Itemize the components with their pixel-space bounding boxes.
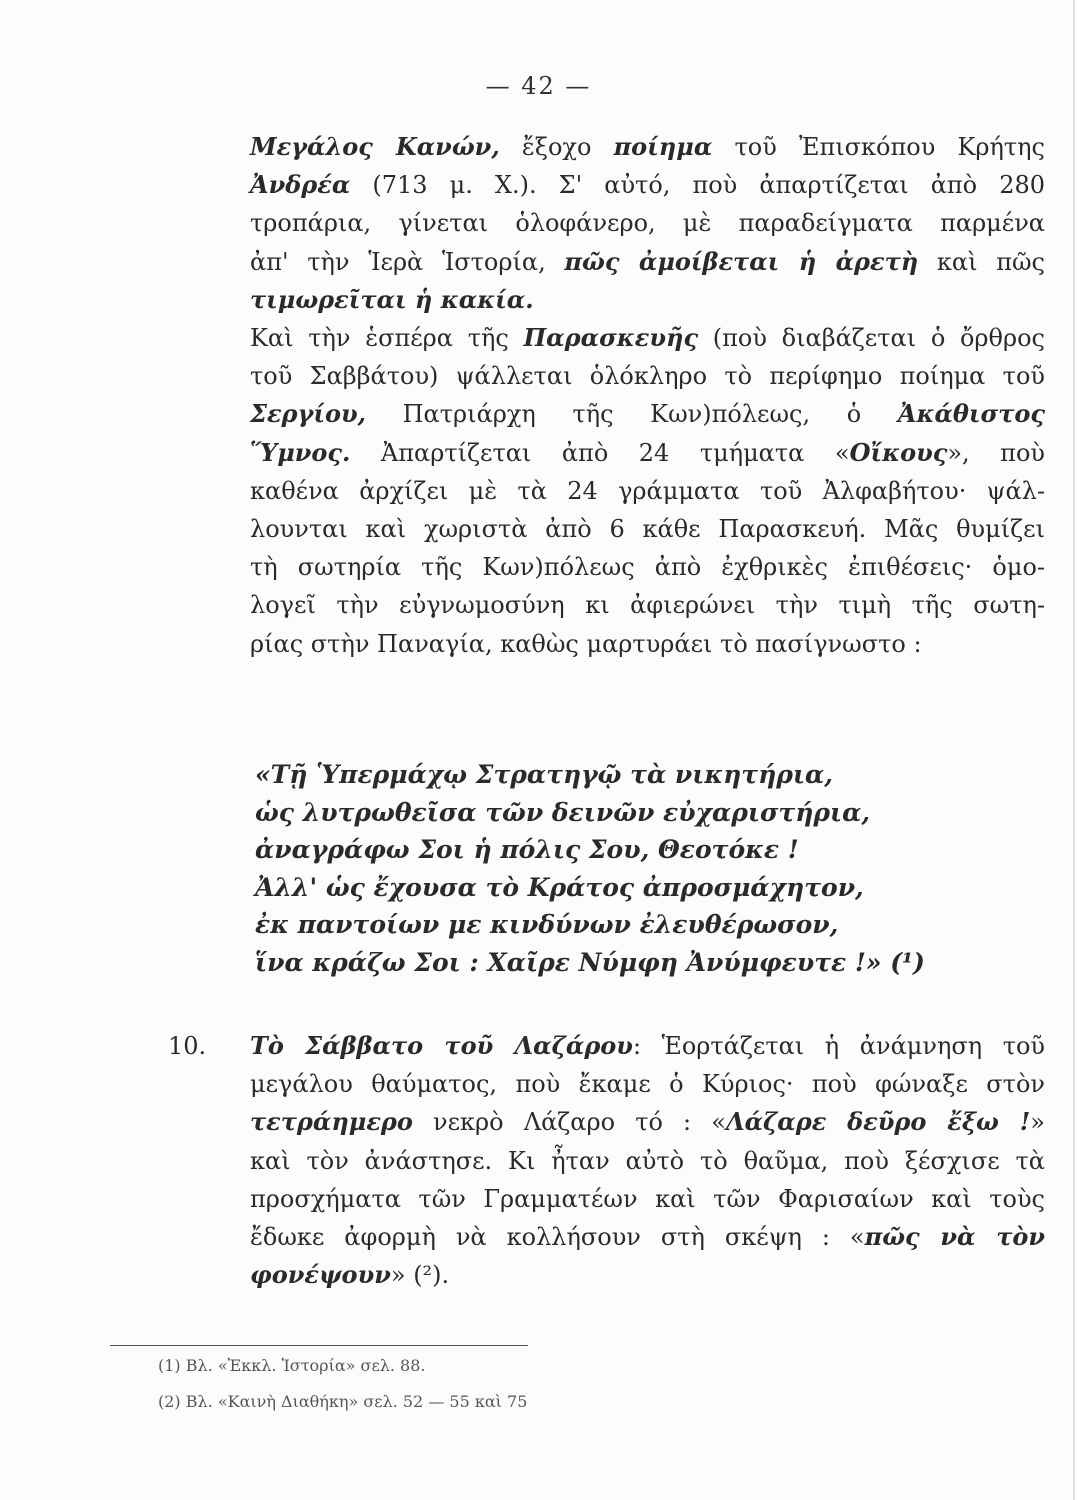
footnote-separator bbox=[110, 1345, 528, 1346]
text-line bbox=[250, 510, 1045, 548]
text-run: ἔδωκε ἀφορμὴ νὰ κολλήσουν στὴ σκέψη : « bbox=[250, 1223, 865, 1252]
verse-line: ἐκ παντοίων με κινδύνων ἐλευθέρωσον, bbox=[255, 910, 839, 939]
emphasized-text: Παρασκευῆς bbox=[523, 323, 699, 353]
text-line bbox=[250, 243, 1045, 281]
text-line bbox=[250, 1027, 1045, 1065]
text-line bbox=[250, 319, 1045, 357]
text-line bbox=[250, 281, 1045, 319]
text-run: τοῦ Ἐπισκόπου Κρήτης bbox=[712, 133, 1045, 161]
text-run: : Ἑορτάζεται ἡ ἀνάμνηση τοῦ bbox=[632, 1032, 1046, 1060]
text-line bbox=[250, 1180, 1045, 1218]
emphasized-text: Μεγάλος Κανών, bbox=[250, 132, 500, 161]
emphasized-text: πῶς ἀμοίβεται ἡ ἀρετὴ bbox=[564, 246, 919, 276]
emphasized-text: Οἴκους bbox=[849, 437, 948, 467]
text-line bbox=[250, 434, 1045, 472]
emphasized-text: πῶς νὰ τὸν bbox=[864, 1222, 1045, 1252]
text-run: καὶ πῶς bbox=[918, 247, 1045, 276]
page-number: — 42 — bbox=[485, 72, 592, 100]
text-run: (ποὺ διαβάζεται ὁ ὄρθρος bbox=[698, 324, 1045, 353]
text-run: προσχήματα τῶν Γραμματέων καὶ τῶν Φαρισαίων καὶ τοὺς bbox=[250, 1184, 1045, 1213]
footnote-1: (1) Βλ. «Ἐκκλ. Ἱστορία» σελ. 88. bbox=[158, 1356, 426, 1375]
text-run: », ποὺ bbox=[947, 438, 1045, 467]
text-run: ρίας στὴν Παναγία, καθὼς μαρτυράει τὸ πασίγνωστο : bbox=[250, 629, 922, 658]
text-run: νεκρὸ Λάζαρο τό : « bbox=[412, 1108, 726, 1137]
text-run: τὴ σωτηρία τῆς Κων)πόλεως ἀπὸ ἐχθρικὲς ἐπιθέσεις· ὁμο- bbox=[250, 553, 1045, 582]
verse-line: ἵνα κράζω Σοι : Χαῖρε Νύμφη Ἀνύμφευτε !» (¹) bbox=[255, 947, 925, 977]
text-line bbox=[250, 586, 1045, 624]
emphasized-text: ποίημα bbox=[613, 132, 713, 161]
item-number: 10. bbox=[168, 1032, 207, 1060]
text-line bbox=[250, 357, 1045, 395]
text-run: ἀπ' τὴν Ἱερὰ Ἱστορία, bbox=[250, 247, 565, 276]
text-line bbox=[250, 204, 1045, 242]
emphasized-text: Ἀκάθιστος bbox=[897, 399, 1045, 429]
text-line bbox=[250, 1218, 1045, 1256]
text-line bbox=[250, 625, 1045, 663]
emphasized-text: Ὕμνος. bbox=[250, 437, 351, 467]
text-run: καθένα ἀρχίζει μὲ τὰ 24 γράμματα τοῦ Ἀλφαβήτου· ψάλ- bbox=[250, 476, 1045, 505]
emphasized-text: Τὸ Σάββατο τοῦ Λαζάρου bbox=[250, 1031, 633, 1060]
text-run: μεγάλου θαύματος, ποὺ ἔκαμε ὁ Κύριος· ποὺ φώναξε στὸν bbox=[250, 1070, 1045, 1099]
text-line bbox=[250, 1142, 1045, 1180]
text-line bbox=[250, 166, 1045, 204]
text-run: » bbox=[1030, 1108, 1045, 1137]
text-run: Πατριάρχη τῆς Κων)πόλεως, ὁ bbox=[366, 400, 898, 429]
emphasized-text: Σεργίου, bbox=[250, 399, 366, 429]
item-10-paragraph bbox=[250, 1027, 1045, 1294]
verse-line: Ἀλλ' ὡς ἔχουσα τὸ Κράτος ἀπροσμάχητον, bbox=[255, 872, 864, 902]
text-line bbox=[250, 1256, 1045, 1294]
text-run: » (²). bbox=[390, 1261, 450, 1290]
emphasized-text: Ἀνδρέα bbox=[250, 170, 351, 200]
text-run: λουνται καὶ χωριστὰ ἀπὸ 6 κάθε Παρασκευή. Μᾶς θυμίζει bbox=[250, 515, 1045, 544]
emphasized-text: τιμωρεῖται ἡ κακία. bbox=[250, 284, 534, 314]
text-line bbox=[250, 548, 1045, 586]
emphasized-text: Λάζαρε δεῦρο ἔξω ! bbox=[725, 1107, 1031, 1137]
text-run: λογεῖ τὴν εὐγνωμοσύνη κι ἀφιερώνει τὴν τιμὴ τῆς σωτη- bbox=[250, 591, 1045, 620]
main-paragraphs bbox=[250, 128, 1045, 663]
text-line bbox=[250, 1065, 1045, 1103]
text-run: Καὶ τὴν ἑσπέρα τῆς bbox=[250, 324, 524, 353]
emphasized-text: τετράημερο bbox=[250, 1107, 413, 1137]
hymn-verse bbox=[255, 756, 1015, 981]
verse-line: ὡς λυτρωθεῖσα τῶν δεινῶν εὐχαριστήρια, bbox=[255, 797, 871, 827]
footnote-2: (2) Βλ. «Καινὴ Διαθήκη» σελ. 52 — 55 καὶ 75 bbox=[158, 1392, 528, 1411]
verse-line: ἀναγράφω Σοι ἡ πόλις Σου, Θεοτόκε ! bbox=[255, 835, 799, 864]
emphasized-text: φονέψουν bbox=[250, 1260, 391, 1290]
text-run: ἔξοχο bbox=[499, 133, 614, 161]
verse-line: «Τῇ Ὑπερμάχῳ Στρατηγῷ τὰ νικητήρια, bbox=[255, 760, 833, 789]
text-run: (713 μ. Χ.). Σ' αὐτό, ποὺ ἀπαρτίζεται ἀπὸ 280 bbox=[350, 171, 1045, 200]
text-run: Ἀπαρτίζεται ἀπὸ 24 τμήματα « bbox=[350, 438, 850, 467]
page-edge bbox=[1073, 0, 1075, 1500]
text-line bbox=[250, 395, 1045, 433]
text-line bbox=[250, 472, 1045, 510]
text-line bbox=[250, 1103, 1045, 1141]
text-line bbox=[250, 128, 1045, 166]
text-run: τροπάρια, γίνεται ὁλοφάνερο, μὲ παραδείγματα παρμένα bbox=[250, 209, 1045, 238]
text-run: καὶ τὸν ἀνάστησε. Κι ἦταν αὐτὸ τὸ θαῦμα, ποὺ ξέσχισε τὰ bbox=[250, 1146, 1045, 1175]
text-run: τοῦ Σαββάτου) ψάλλεται ὁλόκληρο τὸ περίφημο ποίημα τοῦ bbox=[250, 362, 1045, 391]
